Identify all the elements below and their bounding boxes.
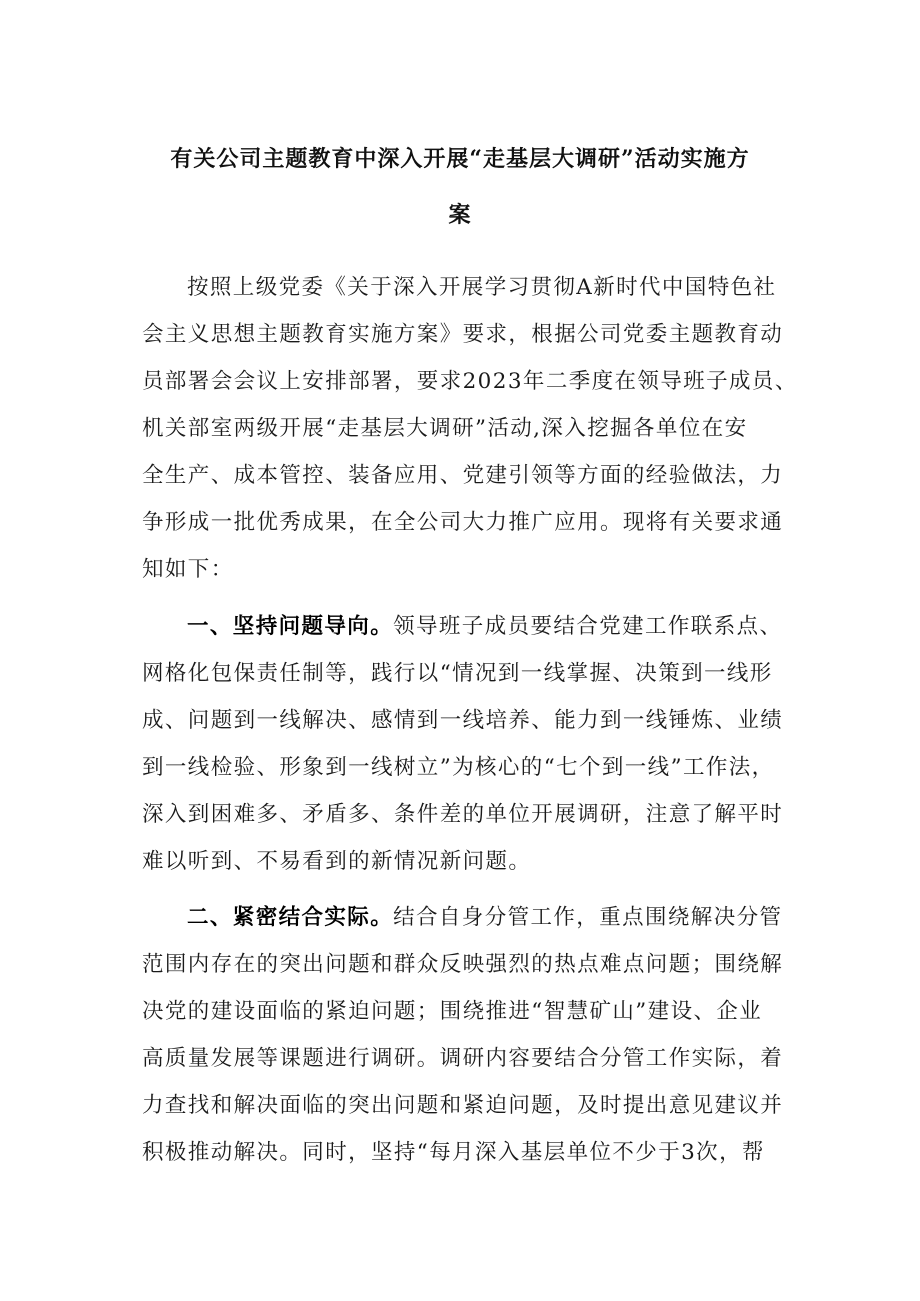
section-2-line-3: 决党的建设面临的紧迫问题；围绕推进“智慧矿山”建设、企业 xyxy=(142,999,763,1024)
section-1-line-3: 成、问题到一线解决、感情到一线培养、能力到一线锤炼、业绩 xyxy=(142,708,784,733)
section-1-first-line-text: 领导班子成员要结合党建工作联系点、 xyxy=(393,614,783,639)
section-1-line-2: 网格化包保责任制等，践行以“情况到一线掌握、决策到一线形 xyxy=(142,661,773,686)
section-1-first-line xyxy=(187,612,802,642)
section-2-first-line-text: 结合自身分管工作，重点围绕解决分管 xyxy=(393,905,783,930)
intro-line-3: 员部署会会议上安排部署，要求2023年二季度在领导班子成员、 xyxy=(142,369,798,394)
intro-line-4: 机关部室两级开展“走基层大调研”活动,深入挖掘各单位在安 xyxy=(142,416,748,441)
section-2-line-6: 积极推动解决。同时，坚持“每月深入基层单位不少于3次，帮 xyxy=(142,1140,765,1165)
intro-line-1: 按照上级党委《关于深入开展学习贯彻A新时代中国特色社 xyxy=(187,275,777,300)
section-1-line-4: 到一线检验、形象到一线树立”为核心的“七个到一线”工作法， xyxy=(142,755,775,780)
section-2-first-line xyxy=(187,903,802,933)
document-title-line-1: 有关公司主题教育中深入开展“走基层大调研”活动实施方 xyxy=(170,146,750,172)
section-2-heading: 二、紧密结合实际。 xyxy=(187,905,394,930)
section-1-line-6: 难以听到、不易看到的新情况新问题。 xyxy=(142,849,532,874)
document-title-line-2: 案 xyxy=(448,202,472,228)
intro-line-7: 知如下： xyxy=(142,557,234,582)
section-1-heading: 一、坚持问题导向。 xyxy=(187,614,394,639)
intro-line-6: 争形成一批优秀成果，在全公司大力推广应用。现将有关要求通 xyxy=(142,510,784,535)
section-2-line-2: 范围内存在的突出问题和群众反映强烈的热点难点问题；围绕解 xyxy=(142,952,784,977)
section-2-line-4: 高质量发展等课题进行调研。调研内容要结合分管工作实际，着 xyxy=(142,1046,784,1071)
section-2-line-5: 力查找和解决面临的突出问题和紧迫问题，及时提出意见建议并 xyxy=(142,1093,784,1118)
intro-line-5: 全生产、成本管控、装备应用、党建引领等方面的经验做法，力 xyxy=(142,463,784,488)
section-1-line-5: 深入到困难多、矛盾多、条件差的单位开展调研，注意了解平时 xyxy=(142,802,784,827)
intro-line-2: 会主义思想主题教育实施方案》要求，根据公司党委主题教育动 xyxy=(142,322,784,347)
